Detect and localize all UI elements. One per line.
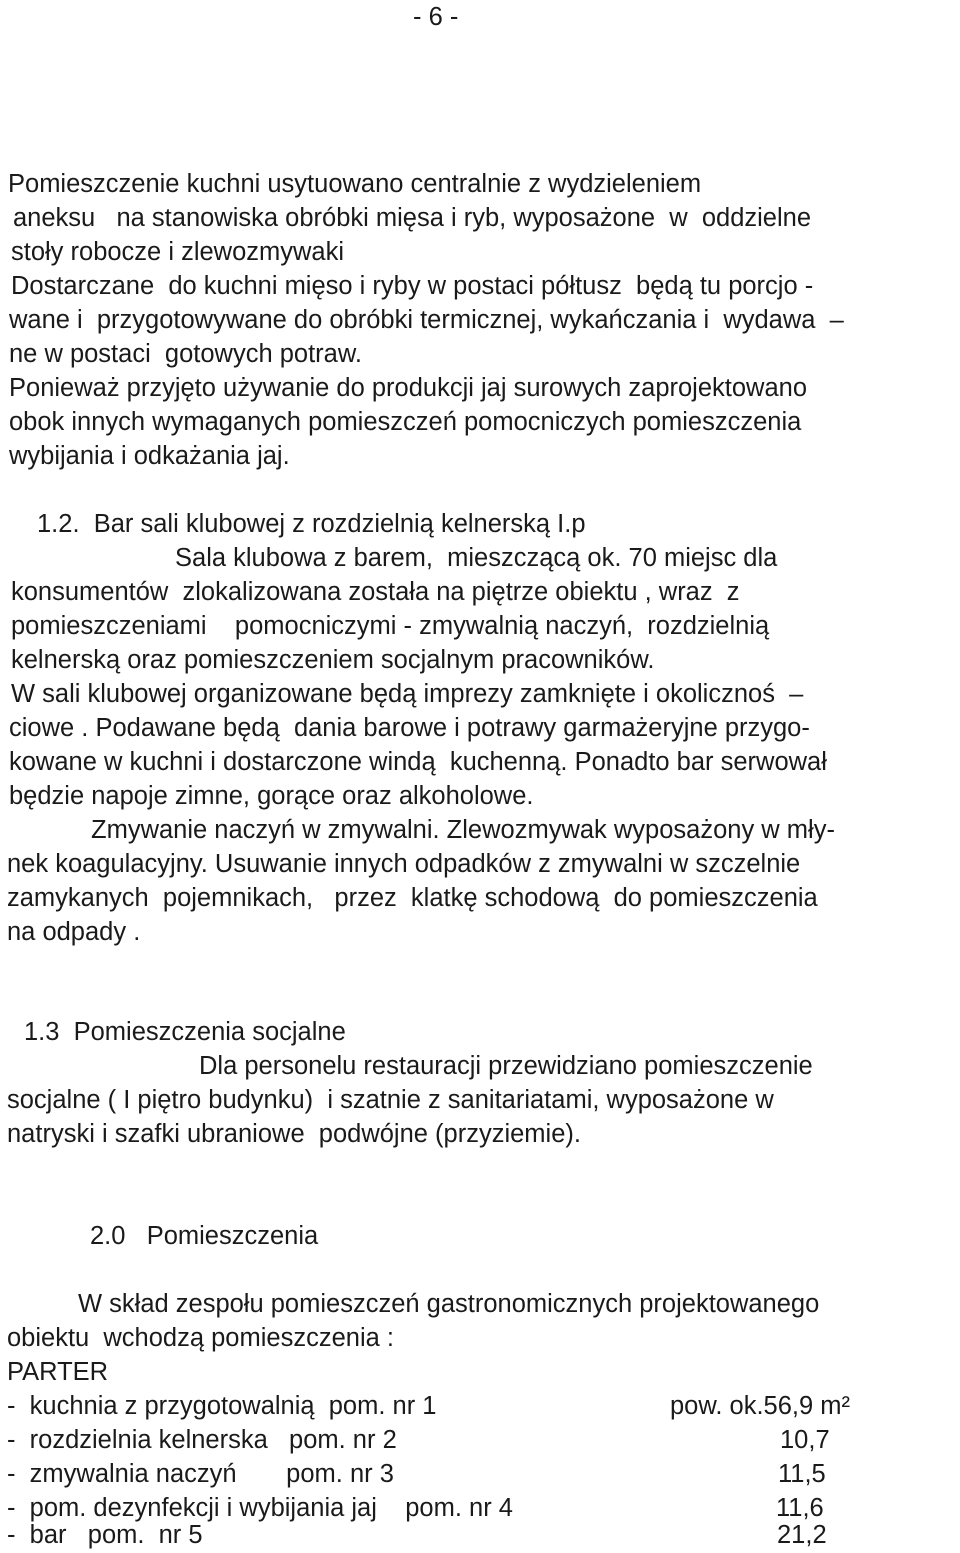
paragraph-line: zamykanych pojemnikach, przez klatkę schodową do pomieszczenia bbox=[7, 884, 818, 912]
paragraph-line: będzie napoje zimne, gorące oraz alkoholowe. bbox=[9, 782, 534, 810]
paragraph-line: wane i przygotowywane do obróbki termicznej, wykańczania i wydawa – bbox=[9, 306, 844, 334]
paragraph-line: nek koagulacyjny. Usuwanie innych odpadków z zmywalni w szczelnie bbox=[7, 850, 801, 878]
paragraph-line: Dostarczane do kuchni mięso i ryby w postaci półtusz będą tu porcjo - bbox=[11, 272, 814, 300]
paragraph-line: stoły robocze i zlewozmywaki bbox=[11, 238, 345, 266]
room-label: - kuchnia z przygotowalnią pom. nr 1 bbox=[7, 1392, 437, 1420]
paragraph-line: W skład zespołu pomieszczeń gastronomicznych projektowanego bbox=[78, 1290, 820, 1318]
floor-label: PARTER bbox=[7, 1358, 109, 1386]
paragraph-line: na odpady . bbox=[7, 918, 141, 946]
paragraph-line: aneksu na stanowiska obróbki mięsa i ryb, wyposażone w oddzielne bbox=[13, 204, 812, 232]
section-heading: 1.3 Pomieszczenia socjalne bbox=[24, 1018, 346, 1046]
paragraph-line: obiektu wchodzą pomieszczenia : bbox=[7, 1324, 394, 1352]
paragraph-line: Sala klubowa z barem, mieszczącą ok. 70 miejsc dla bbox=[175, 544, 778, 572]
room-area: 11,6 bbox=[776, 1494, 824, 1522]
paragraph-line: natryski i szafki ubraniowe podwójne (przyziemie). bbox=[7, 1120, 581, 1148]
paragraph-line: Zmywanie naczyń w zmywalni. Zlewozmywak wyposażony w mły- bbox=[91, 816, 835, 844]
paragraph-line: obok innych wymaganych pomieszczeń pomocniczych pomieszczenia bbox=[9, 408, 802, 436]
paragraph-line: kowane w kuchni i dostarczone windą kuchenną. Ponadto bar serwował bbox=[9, 748, 827, 776]
paragraph-line: ne w postaci gotowych potraw. bbox=[9, 340, 362, 368]
room-label: - pom. dezynfekcji i wybijania jaj pom. nr 4 bbox=[7, 1494, 513, 1522]
room-area: pow. ok.56,9 m² bbox=[670, 1392, 851, 1420]
paragraph-line: wybijania i odkażania jaj. bbox=[9, 442, 290, 470]
room-label: - rozdzielnia kelnerska pom. nr 2 bbox=[7, 1426, 397, 1454]
room-label: - bar pom. nr 5 bbox=[7, 1521, 203, 1549]
room-label: - zmywalnia naczyń pom. nr 3 bbox=[7, 1460, 394, 1488]
paragraph-line: kelnerską oraz pomieszczeniem socjalnym pracowników. bbox=[11, 646, 655, 674]
paragraph-line: Pomieszczenie kuchni usytuowano centralnie z wydzieleniem bbox=[8, 170, 702, 198]
paragraph-line: W sali klubowej organizowane będą imprezy zamknięte i okolicznoś – bbox=[11, 680, 804, 708]
section-heading: 1.2. Bar sali klubowej z rozdzielnią kelnerską I.p bbox=[37, 510, 586, 538]
paragraph-line: ciowe . Podawane będą dania barowe i potrawy garmażeryjne przygo- bbox=[9, 714, 810, 742]
paragraph-line: pomieszczeniami pomocniczymi - zmywalnią naczyń, rozdzielnią bbox=[11, 612, 770, 640]
page-number: - 6 - bbox=[413, 3, 459, 31]
room-area: 11,5 bbox=[778, 1460, 826, 1488]
room-area: 10,7 bbox=[780, 1426, 830, 1454]
paragraph-line: socjalne ( I piętro budynku) i szatnie z sanitariatami, wyposażone w bbox=[7, 1086, 774, 1114]
paragraph-line: Dla personelu restauracji przewidziano pomieszczenie bbox=[199, 1052, 813, 1080]
room-area: 21,2 bbox=[777, 1521, 827, 1549]
section-heading: 2.0 Pomieszczenia bbox=[90, 1222, 319, 1250]
paragraph-line: Ponieważ przyjęto używanie do produkcji jaj surowych zaprojektowano bbox=[9, 374, 807, 402]
paragraph-line: konsumentów zlokalizowana została na piętrze obiektu , wraz z bbox=[11, 578, 740, 606]
